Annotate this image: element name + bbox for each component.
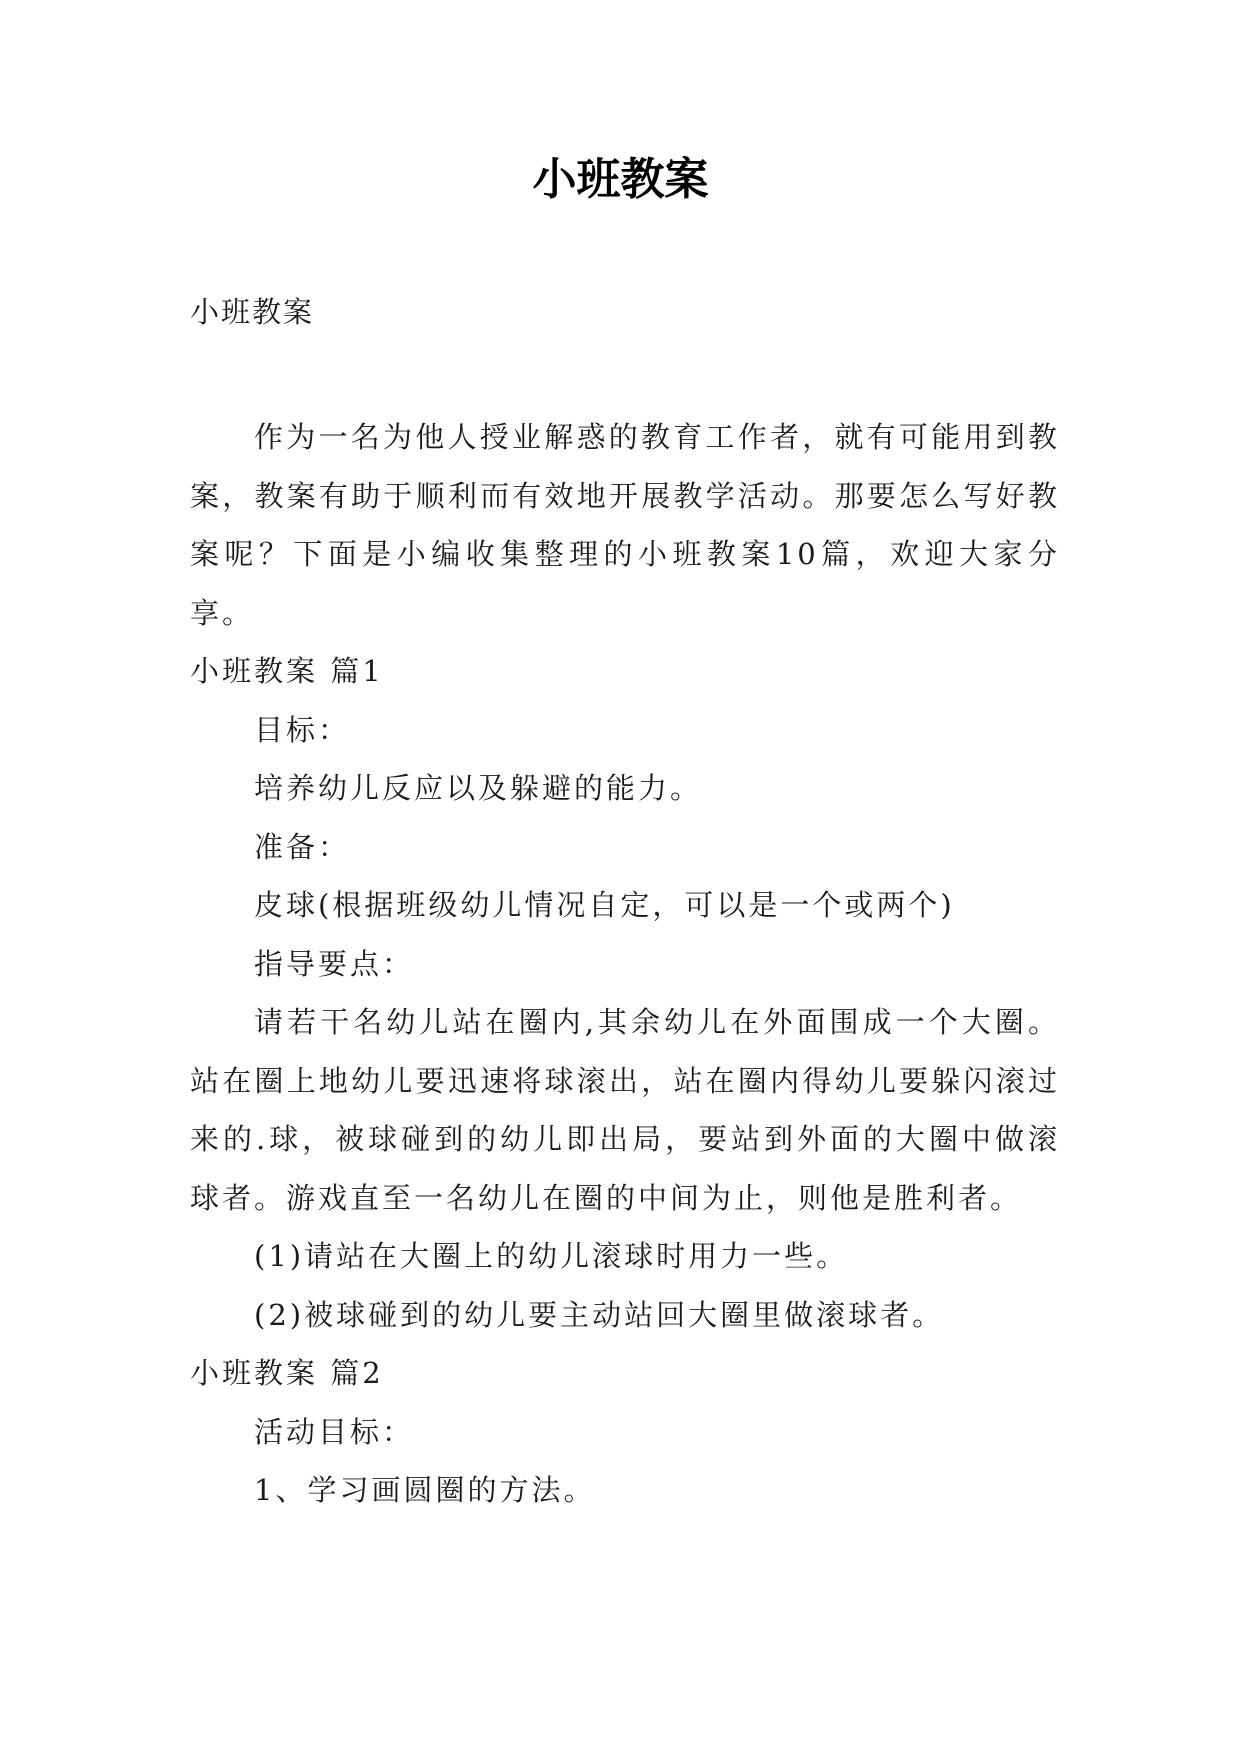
goal-label: 目标：	[254, 712, 351, 747]
section-2-heading: 小班教案 篇2	[190, 1356, 384, 1390]
intro-paragraph: 作为一名为他人授业解惑的教育工作者，就有可能用到教案，教案有助于顺利而有效地开展教学活动。那要怎么写好教案呢？下面是小编收集整理的小班教案10篇，欢迎大家分享。	[190, 420, 1060, 630]
guidance-label: 指导要点：	[254, 946, 415, 981]
goal-text: 培养幼儿反应以及躲避的能力。	[254, 771, 703, 805]
preparation-label: 准备：	[254, 829, 351, 864]
section-1-heading: 小班教案 篇1	[190, 654, 384, 688]
document-body	[190, 408, 1060, 1520]
document-subtitle: 小班教案	[190, 295, 315, 329]
preparation-text: 皮球(根据班级幼儿情况自定，可以是一个或两个)	[254, 888, 955, 922]
guidance-paragraph: 请若干名幼儿站在圈内,其余幼儿在外面围成一个大圈。站在圈上地幼儿要迅速将球滚出，站在圈内得幼儿要躲闪滚过来的.球，被球碰到的幼儿即出局，要站到外面的大圈中做滚球者。游戏直至一名幼儿在圈的中间为止，则他是胜利者。	[190, 1005, 1060, 1215]
note-2: (2)被球碰到的幼儿要主动站回大圈里做滚球者。	[254, 1297, 945, 1332]
note-1: (1)请站在大圈上的幼儿滚球时用力一些。	[254, 1239, 849, 1273]
activity-goal-1: 1、学习画圆圈的方法。	[254, 1473, 596, 1507]
activity-goal-label: 活动目标：	[254, 1414, 415, 1449]
document-title: 小班教案	[532, 154, 709, 205]
